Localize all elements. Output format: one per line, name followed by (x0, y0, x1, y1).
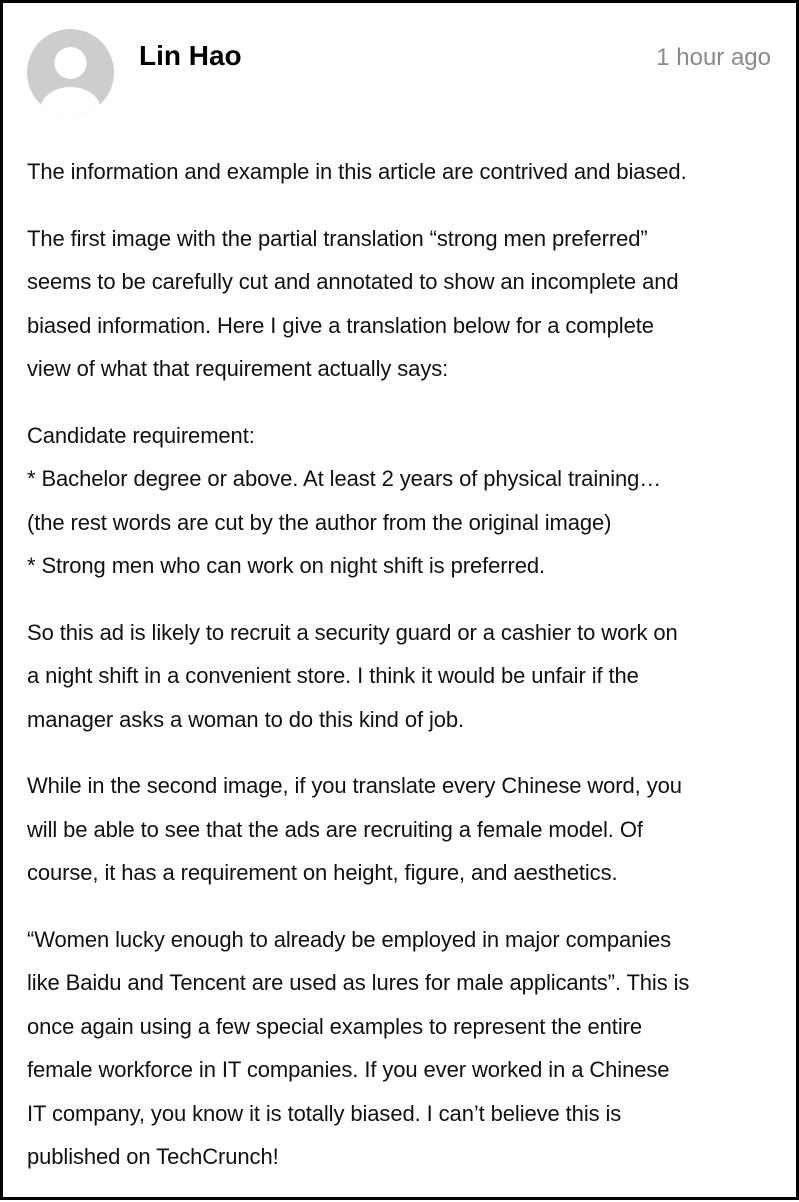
comment-paragraph (27, 414, 779, 588)
comment-text-line: published on TechCrunch! (27, 1144, 279, 1169)
comment-paragraph (27, 918, 779, 1179)
author-name[interactable]: Lin Hao (139, 40, 242, 71)
comment-text-line: While in the second image, if you translate every Chinese word, you (27, 773, 682, 798)
person-silhouette-icon (27, 29, 114, 116)
comment-timestamp[interactable]: 1 hour ago (656, 44, 771, 71)
comment-text-line: female workforce in IT companies. If you ever worked in a Chinese (27, 1057, 670, 1082)
comment-text-line: view of what that requirement actually says: (27, 356, 449, 381)
comment-text-line: a night shift in a convenient store. I think it would be unfair if the (27, 663, 639, 688)
comment-text-line: once again using a few special examples to represent the entire (27, 1013, 642, 1039)
comment-body (27, 150, 779, 1202)
comment-paragraph (27, 150, 779, 194)
comment-text-line: “Women lucky enough to already be employed in major companies (27, 926, 672, 952)
comment-text-line: will be able to see that the ads are recruiting a female model. Of (27, 816, 643, 842)
comment-text-line: course, it has a requirement on height, figure, and aesthetics. (27, 860, 618, 885)
comment-text-line: The information and example in this article are contrived and biased. (27, 159, 687, 184)
comment-paragraph (27, 611, 779, 742)
comment-text-line: Candidate requirement: (27, 422, 255, 448)
comment-text-line: So this ad is likely to recruit a security guard or a cashier to work on (27, 619, 678, 645)
user-avatar-icon[interactable] (27, 29, 114, 116)
comment-text-line: The first image with the partial translation “strong men preferred” (27, 225, 648, 251)
comment-text-line: like Baidu and Tencent are used as lures for male applicants”. This is (27, 970, 690, 995)
comment-text-line: manager asks a woman to do this kind of job. (27, 706, 465, 732)
comment-text-line: seems to be carefully cut and annotated to show an incomplete and (27, 269, 679, 294)
comment-text-line: (the rest words are cut by the author from the original image) (27, 509, 612, 535)
comment-text-line: * Bachelor degree or above. At least 2 years of physical training… (27, 466, 662, 491)
comment-text-line: IT company, you know it is totally biased. I can’t believe this is (27, 1100, 622, 1126)
comment-text-line: * Strong men who can work on night shift is preferred. (27, 553, 545, 578)
comment-text-line: biased information. Here I give a translation below for a complete (27, 312, 654, 338)
comment-paragraph (27, 217, 779, 391)
comment-paragraph (27, 764, 779, 895)
